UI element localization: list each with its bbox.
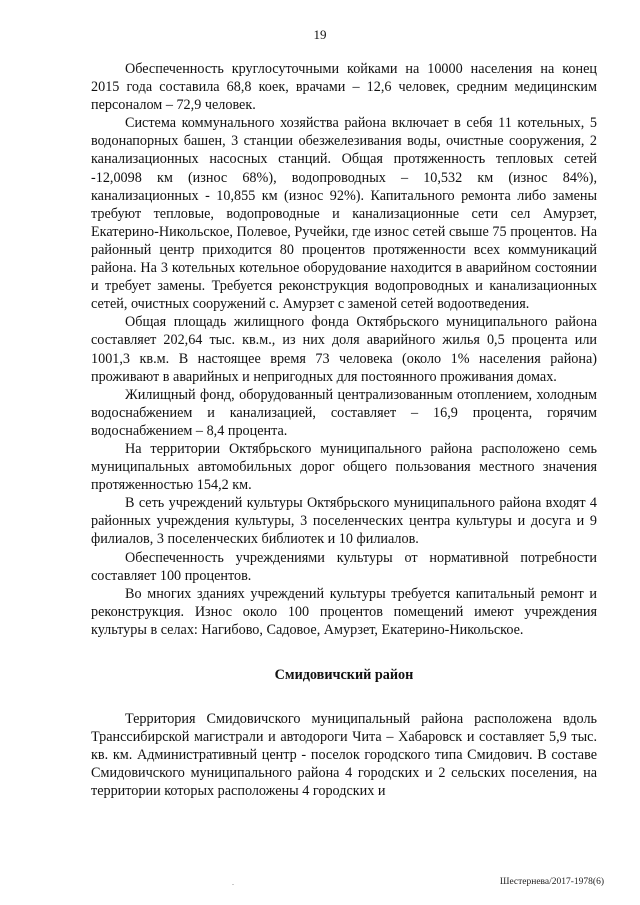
document-code: Шестернева/2017-1978(6)	[499, 877, 604, 887]
paragraph: Обеспеченность учреждениями культуры от нормативной потребности составляет 100 процентов.	[91, 549, 597, 584]
paragraph: В сеть учреждений культуры Октябрьского муниципального района входят 4 районных учреждения культуры, 3 поселенческих центра культуры и досуга и 9 филиалов, 3 поселенческих библиотек и 10 филиалов.	[91, 495, 597, 548]
paragraph: Во многих зданиях учреждений культуры требуется капитальный ремонт и реконструкция. Износ около 100 процентов помещений имеют учреждения культуры в селах: Нагибово, Садовое, Амурзет, Екатерино-Никольское.	[91, 585, 597, 638]
paragraph: На территории Октябрьского муниципального района расположено семь муниципальных автомобильных дорог общего пользования местного значения протяженностью 154,2 км.	[91, 440, 597, 494]
paragraph: Территория Смидовичского муниципальный района расположена вдоль Транссибирской магистрали и автодороги Чита – Хабаровск и составляет 5,9 тыс. кв. км. Административный центр - поселок городского типа Смидович. В составе Смидовичского муниципального района 4 городских и 2 сельских поселения, на территории которых расположены 4 городских и	[91, 711, 597, 800]
paragraph: Система коммунального хозяйства района включает в себя 11 котельных, 5 водонапорных башен, 3 станции обезжелезивания воды, очистные сооружения, 2 канализационных насосных станций. Общая протяженность тепловых сетей -12,0098 км (износ 68%), водопроводных – 10,532 км (износ 84%), канализационных - 10,855 км (износ 92%). Капитального ремонта либо замены требуют тепловые, водопроводные и канализационные сети сел Амурзет, Екатерино-Никольское, Полевое, Ручейки, где износ сетей свыше 75 процентов. На районный центр приходится 80 процентов протяженности всех коммуникаций района. На 3 котельных котельное оборудование находится в аварийном состоянии и требует замены. Требуется реконструкция водопроводных и канализационных сетей, очистных сооружений с. Амурзет с заменой сетей водоотведения.	[91, 115, 597, 313]
paragraph: Общая площадь жилищного фонда Октябрьского муниципального района составляет 202,64 тыс. кв.м., из них доля аварийного жилья 0,5 процента или 1001,3 кв.м. В настоящее время 73 человека (около 1% населения района) проживают в аварийных и непригодных для постоянного проживания домах.	[91, 314, 597, 385]
scan-mark: .	[232, 878, 234, 887]
document-body	[91, 60, 597, 800]
paragraph: Обеспеченность круглосуточными койками на 10000 населения на конец 2015 года составила 68,8 коек, врачами – 12,6 человек, средним медицинским персоналом – 72,9 человек.	[91, 61, 597, 114]
paragraph: Жилищный фонд, оборудованный централизованным отоплением, холодным водоснабжением и канализацией, составляет – 16,9 процента, горячим водоснабжением – 8,4 процента.	[91, 386, 597, 439]
page-number: 19	[313, 27, 327, 42]
section-heading: Смидовичский район	[274, 667, 414, 683]
